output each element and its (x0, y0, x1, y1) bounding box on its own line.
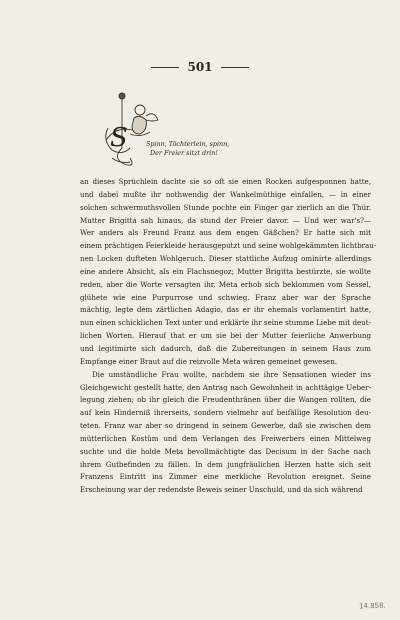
text-line: an dieses Sprüchlein dachte sie so oft sie einen Rocken aufgesponnen hatte, (80, 177, 371, 186)
text-line: glühete wie eine Purpurrose und schwieg. Franz aber war der Sprache (80, 292, 371, 302)
text-line: nen Locken dufteten Wohlgeruch. Dieser stattliche Aufzug ominirte allerdings (80, 254, 371, 264)
text-line: suchte und die holde Meta bevollmächtigte das Decisum in der Sache nach (80, 446, 371, 456)
text-line: Mutter Brigitta sah hinaus, da stund der Freier davor. — Und wer war's?— (80, 215, 371, 225)
text-line: auf kein Hinderniß ihrerseits, sondern vielmehr auf beifällige Resolution deu- (80, 408, 371, 418)
text-line: legung ziehen; ob ihr gleich die Freudenthränen über die Wangen rollten, die (80, 395, 371, 405)
text-line: Wer anders als Freund Franz aus dem engen Gäßchen? Er hatte sich mit (80, 228, 371, 238)
text-line: mütterlichen Kostüm und dem Verlangen des Freiwerbers einen Mittelweg (80, 433, 371, 443)
text-line: Erscheinung war der redendste Beweis seiner Unschuld, und da sich während (80, 485, 363, 495)
text-line: eine andere Absicht, als ein Flachsnegoz; Mutter Brigitta bestürzte, sie wollte (80, 266, 371, 276)
text-line: Franzens Eintritt ins Zimmer eine merkliche Revolution ereignet. Seine (80, 472, 371, 482)
text-line: teten. Franz war aber so dringend in seinem Gewerbe, daß sie zwischen dem (80, 421, 371, 431)
verse-line: Spinn, Töchterlein, spinn, (146, 140, 230, 148)
text-line: reden, aber die Worte versagten ihr. Meta erhob sich beklommen vom Sessel, (80, 279, 371, 289)
header-rule-left (151, 67, 179, 68)
text-line: mächtig, legte dem zärtlichen Adagio, das er ihr ehemals vorlamentirt hatte, (80, 305, 371, 315)
header-rule-right (221, 67, 249, 68)
body-text (80, 176, 377, 497)
epigraph-verse (146, 140, 266, 157)
text-line: lichen Worten. Hierauf that er um sie bei der Mutter feierliche Anwerbung (80, 331, 371, 341)
text-line: einem prächtigen Feierkleide herausgeputzt und seine wohlgekämmten lichtbrau- (80, 241, 377, 251)
text-line: Die umständliche Frau wollte, nachdem sie ihre Sensationen wieder ins (92, 369, 371, 379)
verse-line: Der Freier sitzt drin! (150, 148, 218, 157)
svg-text:S: S (110, 123, 128, 153)
text-line: ihrem Gutbefinden zu fällen. In dem jungfräulichen Herzen hatte sich seit (80, 459, 371, 469)
text-line: und legitimirte sich dadurch, daß die Zubereitungen in seinem Haus zum (80, 343, 371, 353)
handwritten-catalog-mark: 14.858. (359, 601, 387, 611)
text-line: nun einen schicklichen Text unter und erklärte ihr seine stumme Liebe mit deut- (80, 318, 371, 328)
text-line: solchen schwermuthsvollen Stunde pochte ein Finger gar zierlich an die Thür. (80, 202, 371, 212)
page-number: 501 (187, 60, 213, 74)
page-number-header (0, 60, 400, 74)
text-line: und dabei mußte ihr nothwendig der Wankelmüthige einfallen, — in einer (80, 189, 371, 199)
text-line: Gleichgewicht gestellt hatte, den Antrag nach Gewohnheit in achttägige Ueber- (80, 382, 371, 392)
text-line: Empfange einer Braut auf die reizvolle Meta wären gemeinet gewesen. (80, 356, 338, 366)
